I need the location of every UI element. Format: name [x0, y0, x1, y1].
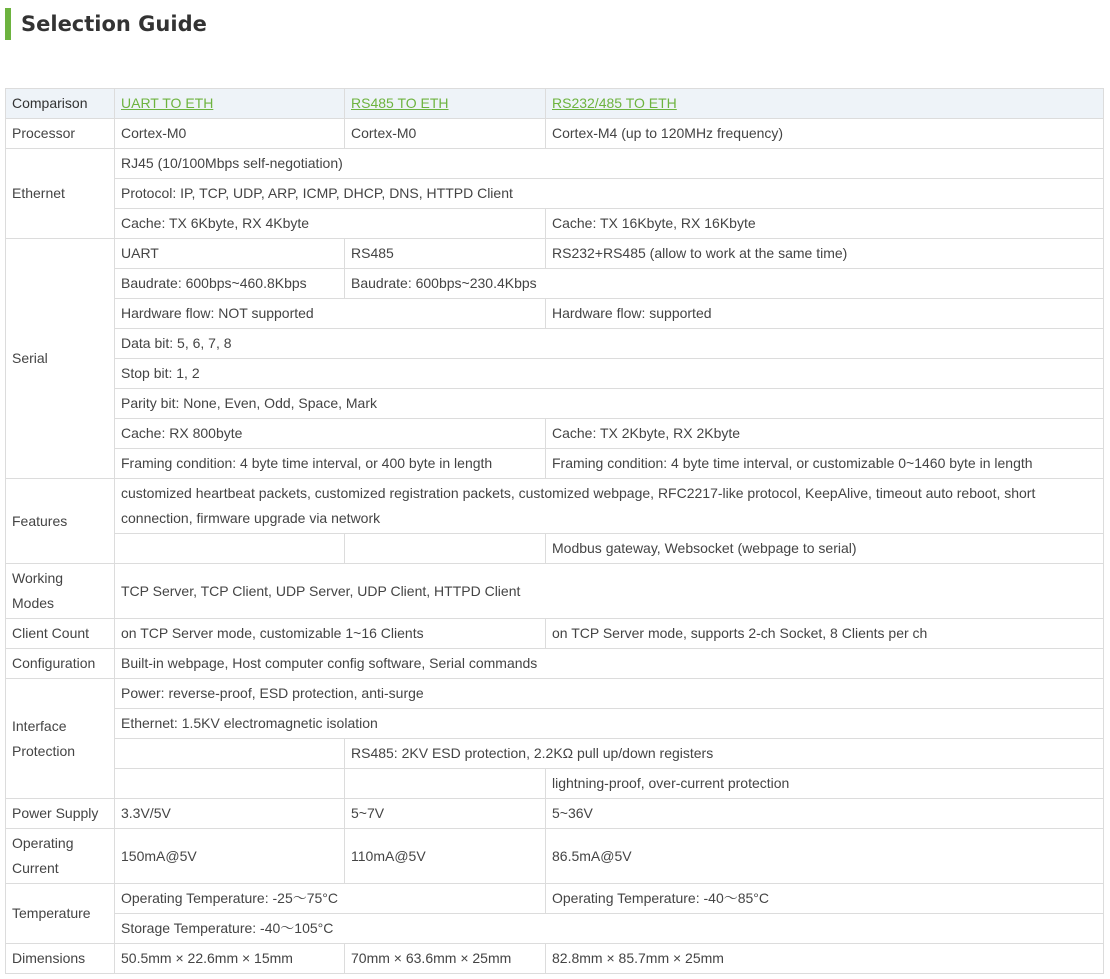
table-cell: RS232+RS485 (allow to work at the same time): [546, 239, 1104, 269]
table-cell: 82.8mm × 85.7mm × 25mm: [546, 944, 1104, 974]
table-row: [6, 149, 1104, 179]
table-cell: UART: [115, 239, 345, 269]
table-cell-empty: [115, 769, 345, 799]
selection-guide-table: [5, 88, 1104, 974]
header-col-uart: [115, 89, 345, 119]
table-row: [6, 209, 1104, 239]
rs232-485-to-eth-link[interactable]: RS232/485 TO ETH: [552, 95, 677, 111]
table-row: [6, 799, 1104, 829]
row-label-configuration: Configuration: [6, 649, 115, 679]
table-cell: Built-in webpage, Host computer config software, Serial commands: [115, 649, 1104, 679]
table-cell: Baudrate: 600bps~230.4Kbps: [345, 269, 1104, 299]
table-cell-empty: [345, 769, 546, 799]
table-row: [6, 239, 1104, 269]
table-row: [6, 534, 1104, 564]
table-row: [6, 619, 1104, 649]
table-row: [6, 884, 1104, 914]
header-col-rs232: [546, 89, 1104, 119]
table-cell: Hardware flow: NOT supported: [115, 299, 546, 329]
table-row: [6, 944, 1104, 974]
table-row: [6, 739, 1104, 769]
table-cell: 110mA@5V: [345, 829, 546, 884]
table-cell: Modbus gateway, Websocket (webpage to serial): [546, 534, 1104, 564]
table-cell: Cache: TX 16Kbyte, RX 16Kbyte: [546, 209, 1104, 239]
table-cell: 86.5mA@5V: [546, 829, 1104, 884]
table-row: [6, 389, 1104, 419]
table-row: [6, 359, 1104, 389]
table-cell: Storage Temperature: -40～105°C: [115, 914, 1104, 944]
row-label-power-supply: Power Supply: [6, 799, 115, 829]
table-cell: Power: reverse-proof, ESD protection, anti-surge: [115, 679, 1104, 709]
table-cell: RJ45 (10/100Mbps self-negotiation): [115, 149, 1104, 179]
rs485-to-eth-link[interactable]: RS485 TO ETH: [351, 95, 449, 111]
row-label-features: Features: [6, 479, 115, 564]
table-cell-empty: [115, 739, 345, 769]
row-label-dimensions: Dimensions: [6, 944, 115, 974]
table-row: [6, 679, 1104, 709]
table-row: [6, 449, 1104, 479]
table-cell: Operating Temperature: -25～75°C: [115, 884, 546, 914]
section-heading: [5, 8, 207, 40]
table-cell: Ethernet: 1.5KV electromagnetic isolation: [115, 709, 1104, 739]
table-cell: lightning-proof, over-current protection: [546, 769, 1104, 799]
table-row: [6, 329, 1104, 359]
table-cell: Protocol: IP, TCP, UDP, ARP, ICMP, DHCP, DNS, HTTPD Client: [115, 179, 1104, 209]
row-label-processor: Processor: [6, 119, 115, 149]
table-cell: Cache: RX 800byte: [115, 419, 546, 449]
table-cell: 50.5mm × 22.6mm × 15mm: [115, 944, 345, 974]
table-row: [6, 479, 1104, 534]
table-cell: on TCP Server mode, customizable 1~16 Clients: [115, 619, 546, 649]
table-cell: Hardware flow: supported: [546, 299, 1104, 329]
row-label-operating-current: Operating Current: [6, 829, 115, 884]
table-cell: 3.3V/5V: [115, 799, 345, 829]
table-row: [6, 179, 1104, 209]
table-cell: Operating Temperature: -40～85°C: [546, 884, 1104, 914]
row-label-client-count: Client Count: [6, 619, 115, 649]
header-comparison: Comparison: [6, 89, 115, 119]
table-cell: customized heartbeat packets, customized registration packets, customized webpage, RFC2217-like protocol, KeepAlive, timeout auto reboot, short connection, firmware upgrade via network: [115, 479, 1104, 534]
table-cell: Framing condition: 4 byte time interval, or customizable 0~1460 byte in length: [546, 449, 1104, 479]
row-label-working-modes: Working Modes: [6, 564, 115, 619]
table-cell: Stop bit: 1, 2: [115, 359, 1104, 389]
table-cell: Cache: TX 6Kbyte, RX 4Kbyte: [115, 209, 546, 239]
row-label-temperature: Temperature: [6, 884, 115, 944]
table-row: [6, 564, 1104, 619]
row-label-ethernet: Ethernet: [6, 149, 115, 239]
uart-to-eth-link[interactable]: UART TO ETH: [121, 95, 214, 111]
table-cell: RS485: [345, 239, 546, 269]
table-cell: TCP Server, TCP Client, UDP Server, UDP Client, HTTPD Client: [115, 564, 1104, 619]
table-cell: Cache: TX 2Kbyte, RX 2Kbyte: [546, 419, 1104, 449]
table-row: [6, 649, 1104, 679]
table-cell: 5~7V: [345, 799, 546, 829]
table-row: [6, 709, 1104, 739]
table-cell: on TCP Server mode, supports 2-ch Socket, 8 Clients per ch: [546, 619, 1104, 649]
row-label-interface-protection: Interface Protection: [6, 679, 115, 799]
table-cell: Cortex-M0: [345, 119, 546, 149]
table-row: [6, 769, 1104, 799]
table-cell: Cortex-M4 (up to 120MHz frequency): [546, 119, 1104, 149]
table-cell: Cortex-M0: [115, 119, 345, 149]
header-col-rs485: [345, 89, 546, 119]
row-label-serial: Serial: [6, 239, 115, 479]
table-cell: Framing condition: 4 byte time interval, or 400 byte in length: [115, 449, 546, 479]
table-header-row: [6, 89, 1104, 119]
table-cell: RS485: 2KV ESD protection, 2.2KΩ pull up/down registers: [345, 739, 1104, 769]
table-cell: 5~36V: [546, 799, 1104, 829]
table-row: [6, 269, 1104, 299]
page-title: Selection Guide: [21, 12, 207, 36]
table-cell: 150mA@5V: [115, 829, 345, 884]
table-row: [6, 419, 1104, 449]
table-cell: Parity bit: None, Even, Odd, Space, Mark: [115, 389, 1104, 419]
table-cell: 70mm × 63.6mm × 25mm: [345, 944, 546, 974]
table-row: [6, 914, 1104, 944]
table-cell-empty: [345, 534, 546, 564]
table-row: [6, 299, 1104, 329]
table-cell: Data bit: 5, 6, 7, 8: [115, 329, 1104, 359]
heading-accent-bar: [5, 8, 11, 40]
table-row: [6, 119, 1104, 149]
table-row: [6, 829, 1104, 884]
table-cell-empty: [115, 534, 345, 564]
table-cell: Baudrate: 600bps~460.8Kbps: [115, 269, 345, 299]
